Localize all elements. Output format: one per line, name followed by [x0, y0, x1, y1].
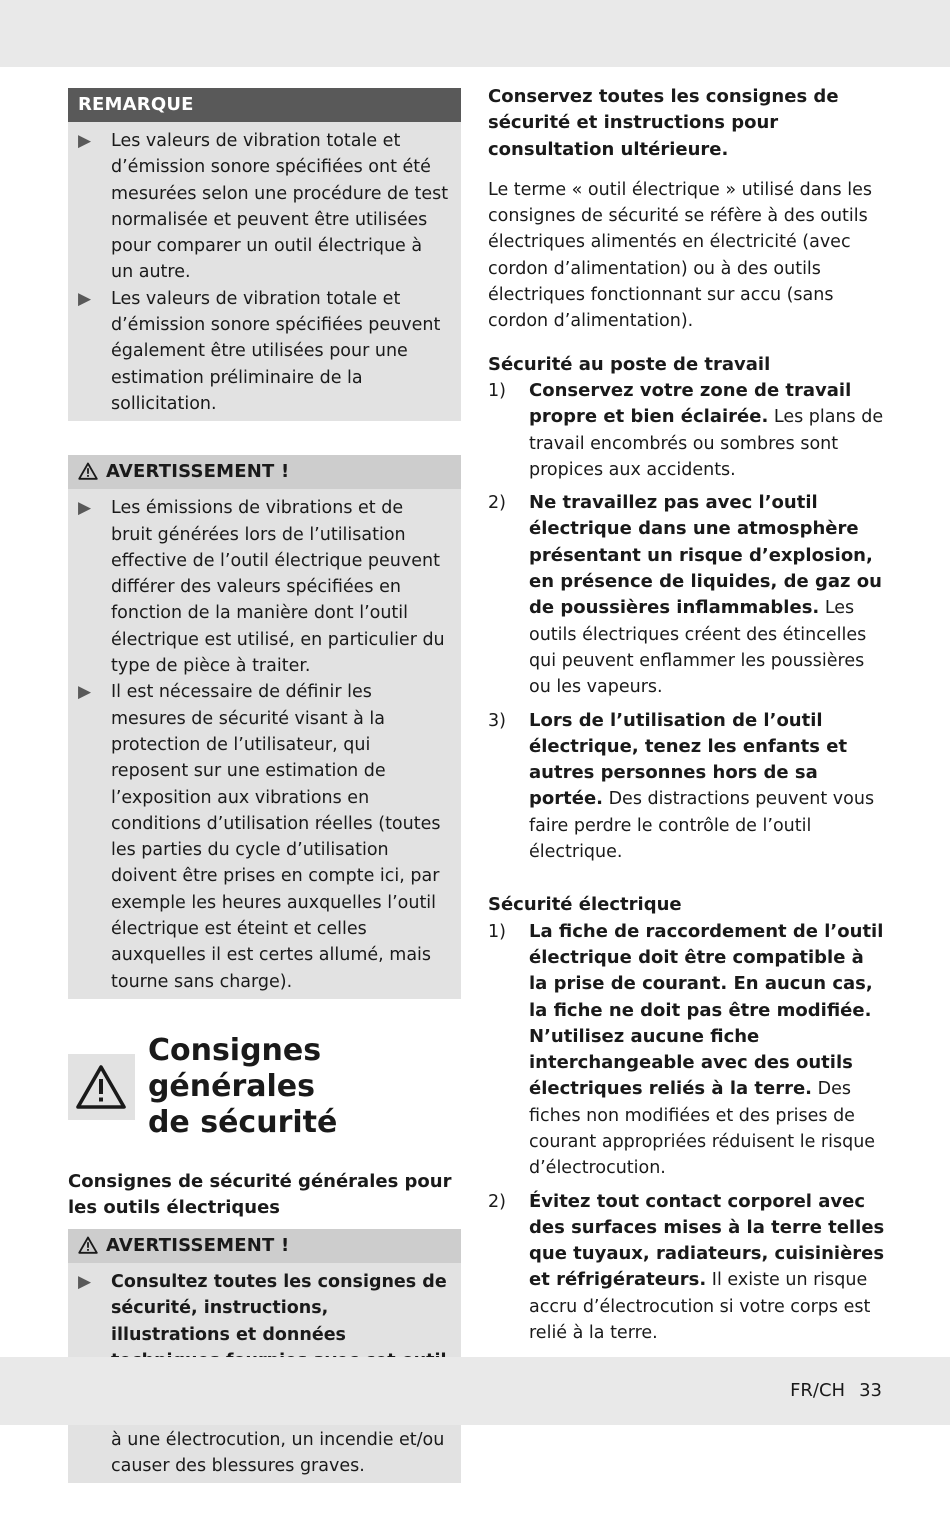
triangle-right-icon: ▶	[78, 682, 92, 703]
item-number: 1)	[488, 380, 506, 401]
remarque-item	[78, 128, 449, 286]
item-number: 2)	[488, 1191, 506, 1212]
page-title-line1: Consignes générales	[147, 1032, 322, 1104]
list-item	[488, 378, 888, 483]
item-text	[529, 490, 888, 700]
page-title	[148, 1033, 461, 1141]
item-bold: La fiche de raccordement de l’outil électrique doit être compatible à la prise de courant. En aucun cas, la fiche ne doit pas être modifiée. N’utilisez aucune fiche interchangeable avec des outils électriques reliés à la terre.	[529, 920, 884, 1100]
warning-box-vibration	[68, 455, 461, 999]
item-text	[529, 708, 888, 866]
right-column	[488, 84, 888, 1353]
item-normal: Des distractions peuvent vous faire perdre le contrôle de l’outil électrique.	[529, 789, 875, 863]
remarque-body	[68, 122, 461, 421]
warning-item-normal: à une électrocution, un incendie et/ou causer des blessures graves.	[111, 1429, 445, 1476]
list-item	[488, 919, 888, 1182]
workplace-heading: Sécurité au poste de travail	[488, 353, 771, 375]
warning-header	[68, 455, 461, 489]
list-item	[488, 708, 888, 866]
list-item	[488, 490, 888, 700]
remarque-box	[68, 88, 461, 421]
remarque-item	[78, 286, 449, 417]
electrical-heading: Sécurité électrique	[488, 894, 682, 916]
list-item	[488, 1189, 888, 1347]
item-bold: Conservez votre zone de travail propre et bien éclairée.	[529, 379, 852, 428]
item-number: 2)	[488, 493, 506, 514]
remarque-title: REMARQUE	[68, 88, 461, 122]
item-number: 3)	[488, 710, 506, 731]
item-text	[529, 378, 888, 483]
warning-body	[68, 489, 461, 999]
warning-triangle-icon	[78, 1232, 98, 1266]
item-normal: Les outils électriques créent des étincelles qui peuvent enflammer les poussières ou les vapeurs.	[529, 598, 867, 698]
warning-triangle-icon	[68, 1054, 135, 1120]
item-number: 1)	[488, 921, 506, 942]
left-column	[68, 88, 461, 1517]
section-subtitle: Consignes de sécurité générales pour les outils électriques	[68, 1170, 452, 1218]
item-bold: Ne travaillez pas avec l’outil électrique dans une atmosphère présentant un risque d’explosion, en présence de liquides, de gaz ou de poussières inflammables.	[529, 492, 882, 619]
item-bold: Lors de l’utilisation de l’outil électrique, tenez les enfants et autres personnes hors de sa portée.	[529, 709, 848, 810]
footer-language: FR/CH	[790, 1380, 846, 1401]
triangle-right-icon: ▶	[78, 288, 92, 309]
spacer	[488, 872, 888, 892]
triangle-right-icon: ▶	[78, 131, 92, 151]
warning-item-text: Les émissions de vibrations et de bruit générées lors de l’utilisation effective de l’outil électrique peuvent différer des valeurs spécifiées en fonction de la manière dont l’outil électrique est utilisé, en particulier du type de pièce à traiter.	[111, 498, 445, 677]
keep-instructions-heading: Conservez toutes les consignes de sécurité et instructions pour consultation ultérieure.	[488, 86, 839, 160]
warning-item-text: Il est nécessaire de définir les mesures de sécurité visant à la protection de l’utilisateur, qui reposent sur une estimation de l’exposition aux vibrations en conditions d’utilisation réelles (toutes les parties du cycle d’utilisation doivent être prises en compte ici, par exemple les heures auxquelles l’outil électrique est éteint et celles auxquelles il est certes allumé, mais tourne sans charge).	[111, 682, 441, 992]
item-normal: Des fiches non modifiées et des prises de courant appropriées réduisent le risque d’électrocution.	[529, 1079, 876, 1179]
top-band	[0, 0, 950, 67]
item-normal: Les plans de travail encombrés ou sombres sont propices aux accidents.	[529, 407, 884, 480]
warning-title: AVERTISSEMENT !	[106, 461, 290, 483]
item-text	[529, 919, 888, 1182]
warning-item-bold: Consultez toutes les consignes de sécurité, instructions, illustrations et données	[111, 1271, 447, 1345]
item-bold: Évitez tout contact corporel avec des surfaces mises à la terre telles que tuyaux, radiateurs, cuisinières et réfrigérateurs.	[529, 1190, 885, 1291]
remarque-item-text: Les valeurs de vibration totale et d’émission sonore spécifiées peuvent également être utilisées pour une estimation préliminaire de la sollicitation.	[111, 288, 441, 414]
triangle-right-icon: ▶	[78, 498, 92, 519]
triangle-right-icon: ▶	[78, 1271, 92, 1292]
warning-triangle-icon	[78, 458, 98, 492]
warning-item	[78, 495, 449, 679]
warning-title: AVERTISSEMENT !	[106, 1234, 290, 1256]
page-title-line2: de sécurité	[147, 1104, 338, 1140]
remarque-item-text: Les valeurs de vibration totale et d’émission sonore spécifiées ont été mesurées selon une procédure de test normalisée et peuvent être utilisées pour comparer un outil électrique à un autre.	[111, 131, 449, 283]
section-heading	[68, 1033, 461, 1141]
page-footer	[790, 1380, 882, 1401]
page-number: 33	[859, 1380, 882, 1401]
intro-paragraph: Le terme « outil électrique » utilisé dans les consignes de sécurité se réfère à des outils électriques alimentés en électricité (avec cordon d’alimentation) ou à des outils électriques fonctionnant sur accu (sans cordon d’alimentation).	[488, 179, 872, 332]
warning-item	[78, 679, 449, 995]
item-text	[529, 1189, 888, 1347]
warning-header	[68, 1229, 461, 1263]
item-normal: Il existe un risque accru d’électrocution si votre corps est relié à la terre.	[529, 1270, 871, 1344]
